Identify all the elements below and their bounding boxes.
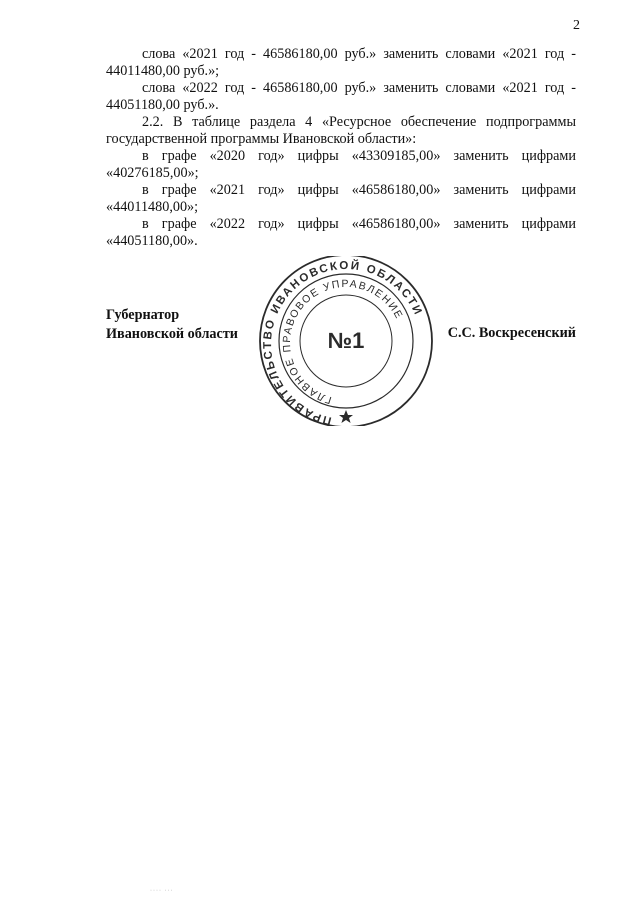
document-body [106, 46, 576, 250]
position-line-1: Губернатор [106, 307, 180, 323]
page-number: 2 [573, 18, 580, 33]
paragraph-5: в графе «2021 год» цифры «46586180,00» заменить цифрами «44011480,00»; [106, 182, 576, 215]
seal-center-number: №1 [327, 328, 365, 353]
signatory-name: С.С. Воскресенский [447, 325, 576, 341]
seal-star-icon [339, 410, 353, 423]
paragraph-4: в графе «2020 год» цифры «43309185,00» заменить цифрами «40276185,00»; [106, 148, 576, 181]
seal-outer-text: ПРАВИТЕЛЬСТВО ИВАНОВСКОЙ ОБЛАСТИ [262, 259, 425, 426]
paragraph-1: слова «2021 год - 46586180,00 руб.» заменить словами «2021 год - 44011480,00 руб.»; [106, 46, 576, 79]
seal-inner-text: ГЛАВНОЕ ПРАВОВОЕ УПРАВЛЕНИЕ [280, 277, 406, 406]
paragraph-2: слова «2022 год - 46586180,00 руб.» заменить словами «2021 год - 44051180,00 руб.». [106, 80, 576, 113]
official-seal [256, 256, 436, 426]
scan-artifact: ···· ··· [150, 888, 174, 894]
paragraph-6: в графе «2022 год» цифры «46586180,00» заменить цифрами «44051180,00». [106, 216, 576, 249]
signatory-position [106, 306, 238, 344]
position-line-2: Ивановской области [106, 326, 238, 342]
paragraph-3: 2.2. В таблице раздела 4 «Ресурсное обеспечение подпрограммы государственной программы Ивановской области»: [106, 114, 576, 147]
